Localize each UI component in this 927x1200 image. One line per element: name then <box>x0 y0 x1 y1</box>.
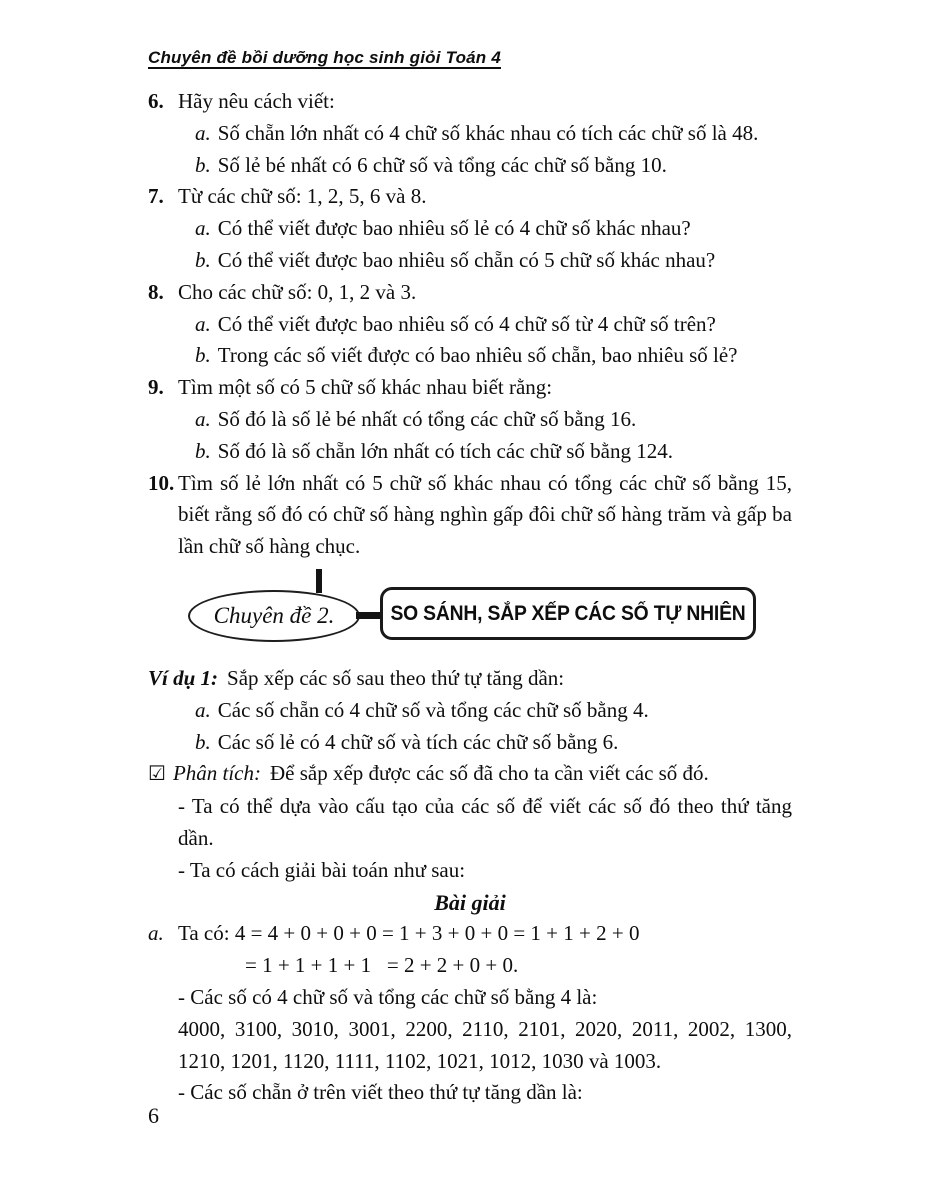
sub-item-label: b. <box>195 152 211 177</box>
chapter-badge-label: Chuyên đề 2. <box>213 603 335 629</box>
solution-part-label: a. <box>148 921 164 946</box>
problem-number: 10. <box>148 470 175 495</box>
checked-checkbox-icon: ☑ <box>148 763 166 786</box>
page-number: 6 <box>148 1103 159 1128</box>
sub-item-text: Số lẻ bé nhất có 6 chữ số và tổng các chữ số bằng 10. <box>217 152 667 177</box>
sub-item-text: Có thể viết được bao nhiêu số chẵn có 5 chữ số khác nhau? <box>217 247 716 272</box>
sub-item <box>148 436 792 468</box>
equation-line-1: Ta có: 4 = 4 + 0 + 0 + 0 = 1 + 3 + 0 + 0 = 1 + 1 + 2 + 0 <box>178 921 640 946</box>
page-content <box>148 86 792 1109</box>
analysis-note: - Ta có thể dựa vào cấu tạo của các số để viết các số đó theo thứ tăng dần. <box>178 794 792 850</box>
sub-item-text: Số đó là số lẻ bé nhất có tổng các chữ số bằng 16. <box>217 406 637 431</box>
problem-item <box>148 468 792 563</box>
sub-item-label: a. <box>195 216 211 241</box>
sub-item-label: b. <box>195 247 211 272</box>
example-label: Ví dụ 1: <box>148 665 219 690</box>
sub-item-label: b. <box>195 438 211 463</box>
sub-item-text: Có thể viết được bao nhiêu số lẻ có 4 chữ số khác nhau? <box>217 216 691 241</box>
sub-item <box>148 150 792 182</box>
sub-item-label: b. <box>195 343 211 368</box>
sub-item <box>148 118 792 150</box>
sub-item <box>148 727 792 759</box>
sub-item-text: Số chẵn lớn nhất có 4 chữ số khác nhau có tích các chữ số là 48. <box>217 120 759 145</box>
problem-text: Tìm số lẻ lớn nhất có 5 chữ số khác nhau có tổng các chữ số bằng 15, biết rằng số đó có chữ số hàng nghìn gấp đôi chữ số hàng trăm và gấp ba lần chữ số hàng chục. <box>178 470 792 559</box>
problem-item <box>148 86 792 118</box>
sub-item-label: a. <box>195 311 211 336</box>
sub-item <box>148 340 792 372</box>
sub-item <box>148 309 792 341</box>
chapter-banner <box>148 563 792 663</box>
problem-number: 8. <box>148 279 164 304</box>
sub-item <box>148 213 792 245</box>
example-text: Sắp xếp các số sau theo thứ tự tăng dần: <box>227 665 565 690</box>
example-heading <box>148 663 792 695</box>
sub-item-text: Trong các số viết được có bao nhiêu số chẵn, bao nhiêu số lẻ? <box>217 343 738 368</box>
chapter-badge <box>188 590 360 642</box>
sub-item-text: Các số chẵn có 4 chữ số và tổng các chữ số bằng 4. <box>217 697 649 722</box>
solution-list-intro: - Các số có 4 chữ số và tổng các chữ số bằng 4 là: <box>178 984 598 1009</box>
sub-item <box>148 695 792 727</box>
sub-item-label: a. <box>195 120 211 145</box>
sub-item-text: Có thể viết được bao nhiêu số có 4 chữ số từ 4 chữ số trên? <box>217 311 716 336</box>
analysis-heading <box>148 758 792 791</box>
problem-item <box>148 277 792 309</box>
analysis-label: Phân tích: <box>172 761 261 786</box>
sub-item-label: a. <box>195 406 211 431</box>
solution-heading: Bài giải <box>434 889 506 915</box>
problem-item <box>148 372 792 404</box>
chapter-title-box <box>380 587 756 640</box>
analysis-note: - Ta có cách giải bài toán như sau: <box>178 857 466 882</box>
sub-item <box>148 404 792 436</box>
chapter-title: SO SÁNH, SẮP XẾP CÁC SỐ TỰ NHIÊN <box>390 601 746 625</box>
problem-number: 9. <box>148 375 164 400</box>
problem-text: Tìm một số có 5 chữ số khác nhau biết rằng: <box>178 375 553 400</box>
problem-text: Cho các chữ số: 0, 1, 2 và 3. <box>178 279 417 304</box>
problem-text: Hãy nêu cách viết: <box>178 89 335 113</box>
sub-item <box>148 245 792 277</box>
sub-item-label: a. <box>195 697 211 722</box>
problem-number: 6. <box>148 89 164 113</box>
solution-equation-row <box>148 918 792 950</box>
sub-item-text: Số đó là số chẵn lớn nhất có tích các chữ số bằng 124. <box>217 438 673 463</box>
solution-numbers-list: 4000, 3100, 3010, 3001, 2200, 2110, 2101, 2020, 2011, 2002, 1300, 1210, 1201, 1120, 1111, 1102, 1021, 1012, 1030 và 1003. <box>178 1016 792 1073</box>
sub-item-label: b. <box>195 729 211 754</box>
running-header-title: Chuyên đề bồi dưỡng học sinh giỏi Toán 4 <box>148 48 501 67</box>
solution-sort-intro: - Các số chẵn ở trên viết theo thứ tự tăng dần là: <box>178 1080 583 1105</box>
problem-number: 7. <box>148 184 164 209</box>
connector-vertical-line <box>316 569 322 593</box>
sub-item-text: Các số lẻ có 4 chữ số và tích các chữ số bằng 6. <box>217 729 619 754</box>
problem-item <box>148 181 792 213</box>
problem-text: Từ các chữ số: 1, 2, 5, 6 và 8. <box>178 184 427 209</box>
analysis-intro: Để sắp xếp được các số đã cho ta cần viết các số đó. <box>270 761 709 786</box>
equation-line-2: = 1 + 1 + 1 + 1 = 2 + 2 + 0 + 0. <box>245 953 519 978</box>
